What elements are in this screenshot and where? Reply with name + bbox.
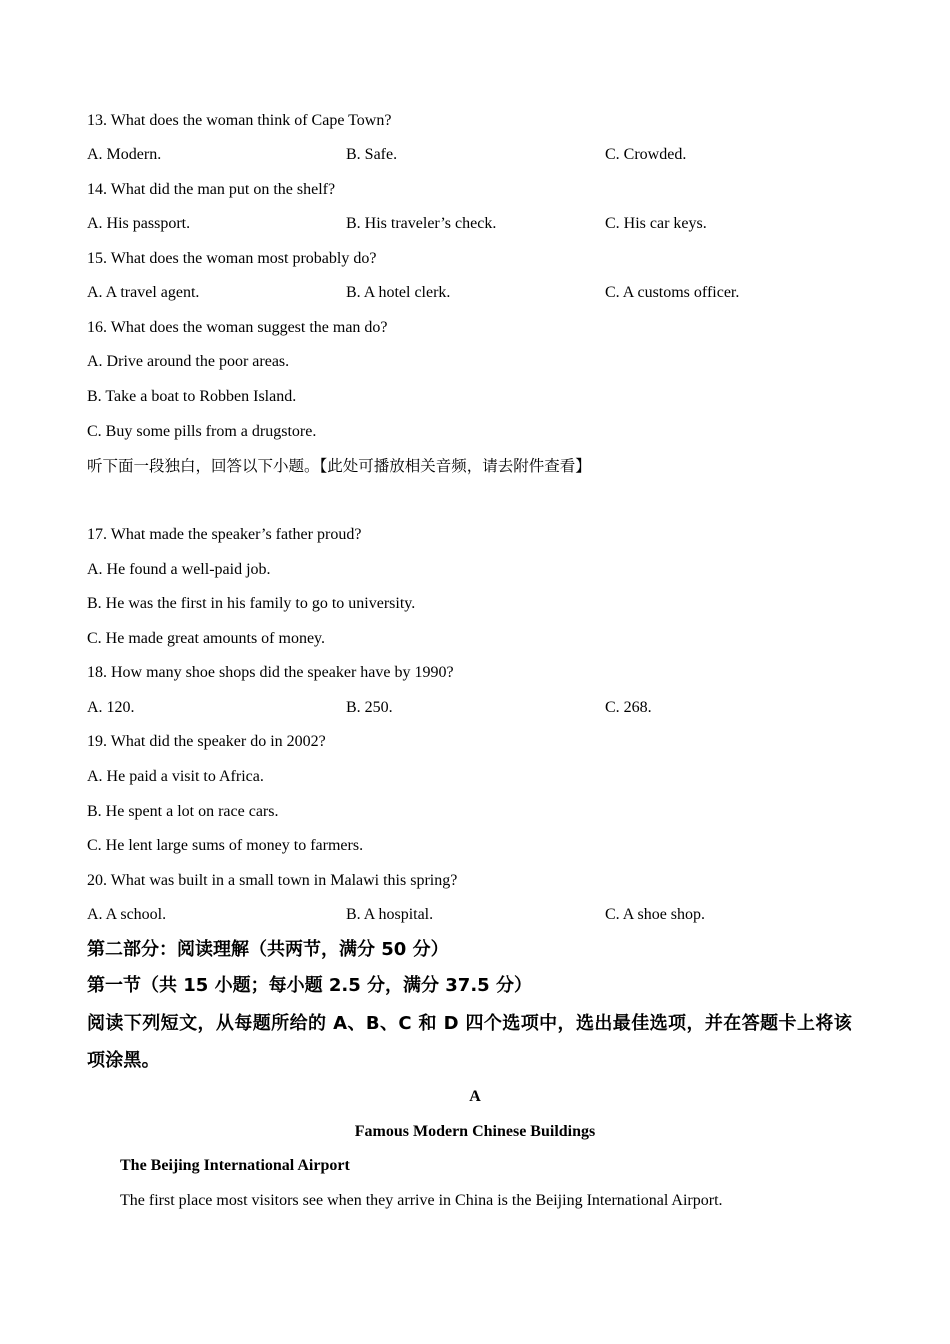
q18-option-c: C. 268. [605,699,652,716]
question-13: 13. What does the woman think of Cape Town? [87,112,392,129]
q16-option-b: B. Take a boat to Robben Island. [87,388,297,405]
q20-option-c: C. A shoe shop. [605,906,706,923]
q17-option-b: B. He was the first in his family to go to university. [87,595,416,612]
passage-first-line: The first place most visitors see when they arrive in China is the Beijing International Airport. [120,1192,723,1209]
q19-option-b: B. He spent a lot on race cars. [87,803,279,820]
q13-option-c: C. Crowded. [605,146,687,163]
q19-option-c: C. He lent large sums of money to farmers. [87,837,364,854]
q17-option-c: C. He made great amounts of money. [87,630,326,647]
question-14: 14. What did the man put on the shelf? [87,181,336,198]
section-one-heading: 第一节（共 15 小题；每小题 2.5 分，满分 37.5 分） [87,975,532,996]
part-two-heading: 第二部分：阅读理解（共两节，满分 50 分） [87,939,449,960]
q20-option-a: A. A school. [87,906,167,923]
question-16: 16. What does the woman suggest the man do? [87,319,388,336]
reading-instruction: 阅读下列短文，从每题所给的 A、B、C 和 D 四个选项中，选出最佳选项，并在答题卡上将该项涂黑。 [87,1013,852,1071]
q13-option-a: A. Modern. [87,146,162,163]
passage-letter: A [469,1088,481,1105]
q14-option-b: B. His traveler’s check. [346,215,497,232]
q14-option-c: C. His car keys. [605,215,707,232]
q13-option-b: B. Safe. [346,146,398,163]
q18-option-a: A. 120. [87,699,135,716]
q19-option-a: A. He paid a visit to Africa. [87,768,264,785]
q16-option-a: A. Drive around the poor areas. [87,353,290,370]
monologue-instruction: 听下面一段独白，回答以下小题。【此处可播放相关音频，请去附件查看】 [87,457,591,475]
question-18: 18. How many shoe shops did the speaker have by 1990? [87,664,454,681]
q15-option-a: A. A travel agent. [87,284,200,301]
passage-title: Famous Modern Chinese Buildings [354,1123,596,1140]
q15-option-c: C. A customs officer. [605,284,740,301]
question-15: 15. What does the woman most probably do? [87,250,377,267]
q16-option-c: C. Buy some pills from a drugstore. [87,423,317,440]
q20-option-b: B. A hospital. [346,906,434,923]
q17-option-a: A. He found a well-paid job. [87,561,271,578]
passage-subheading: The Beijing International Airport [120,1157,350,1174]
q18-option-b: B. 250. [346,699,393,716]
q14-option-a: A. His passport. [87,215,191,232]
question-20: 20. What was built in a small town in Malawi this spring? [87,872,458,889]
question-19: 19. What did the speaker do in 2002? [87,733,326,750]
question-17: 17. What made the speaker’s father proud? [87,526,362,543]
q15-option-b: B. A hotel clerk. [346,284,451,301]
